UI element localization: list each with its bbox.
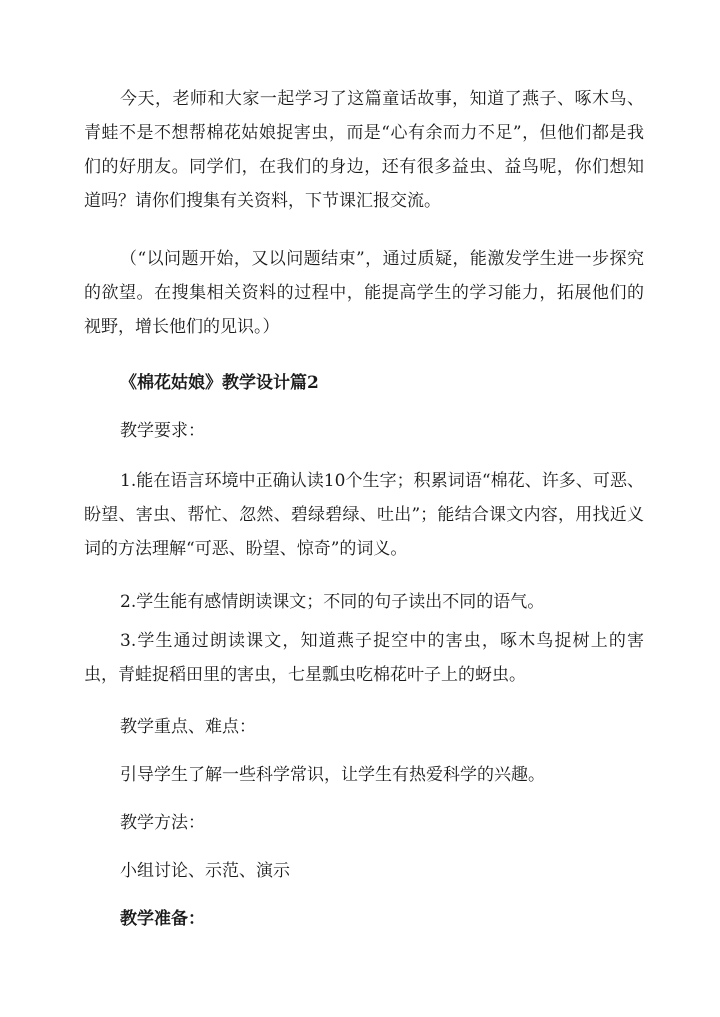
preparation-label: 教学准备：	[120, 909, 205, 929]
requirement-item-1: 1.能在语言环境中正确认读10个生字；积累词语“棉花、许多、可恶、盼望、害虫、帮忙、忽然、碧绿碧绿、吐出”；能结合课文内容，用找近义词的方法理解“可恶、盼望、惊奇”的词义。	[84, 471, 644, 559]
key-points-label: 教学重点、难点：	[120, 717, 256, 737]
summary-paragraph: 今天，老师和大家一起学习了这篇童话故事，知道了燕子、啄木鸟、青蛙不是不想帮棉花姑娘捉害虫，而是“心有余而力不足”，但他们都是我们的好朋友。同学们，在我们的身边，还有很多益虫、益鸟呢，你们想知道吗？请你们搜集有关资料，下节课汇报交流。	[84, 89, 644, 211]
methods-label: 教学方法：	[120, 813, 205, 833]
methods-text: 小组讨论、示范、演示	[120, 861, 290, 881]
requirements-label: 教学要求：	[120, 421, 205, 441]
requirement-item-2: 2.学生能有感情朗读课文；不同的句子读出不同的语气。	[120, 592, 545, 612]
key-points-text: 引导学生了解一些科学常识，让学生有热爱科学的兴趣。	[120, 765, 545, 785]
commentary-paragraph: （“以问题开始，又以问题结束”，通过质疑，能激发学生进一步探究的欲望。在搜集相关资料的过程中，能提高学生的学习能力，拓展他们的视野，增长他们的见识。）	[84, 249, 644, 337]
section-title: 《棉花姑娘》教学设计篇2	[120, 373, 319, 393]
requirement-item-3: 3.学生通过朗读课文，知道燕子捉空中的害虫，啄木鸟捉树上的害虫，青蛙捉稻田里的害虫，七星瓢虫吃棉花叶子上的蚜虫。	[84, 631, 644, 685]
